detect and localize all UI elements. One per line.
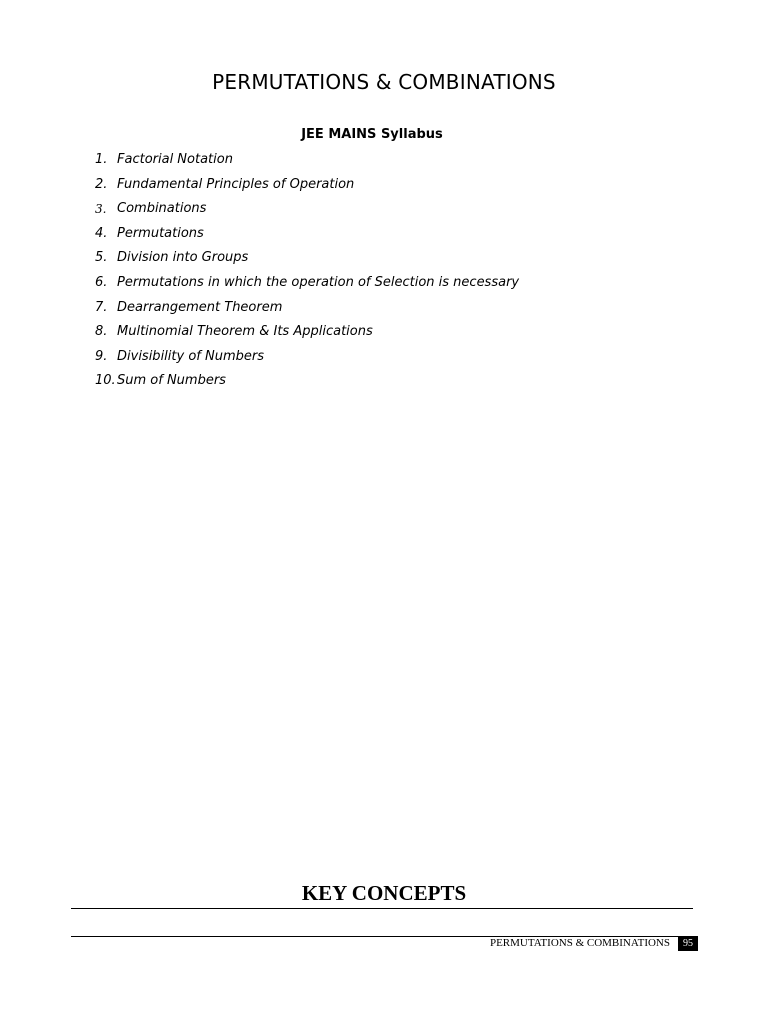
list-item-number: 6. bbox=[95, 274, 108, 290]
list-item bbox=[95, 300, 715, 325]
list-item bbox=[95, 152, 715, 177]
list-item bbox=[95, 226, 715, 251]
syllabus-heading: JEE MAINS Syllabus bbox=[301, 127, 443, 142]
list-item-text: Division into Groups bbox=[117, 250, 249, 266]
list-item-number: 8. bbox=[95, 324, 108, 340]
list-item bbox=[95, 324, 715, 349]
list-item bbox=[95, 275, 715, 300]
list-item-number: 7. bbox=[95, 299, 108, 315]
section-heading: KEY CONCEPTS bbox=[301, 881, 467, 905]
list-item-number: 3. bbox=[95, 202, 107, 217]
list-item-text: Permutations in which the operation of Selection is necessary bbox=[117, 274, 520, 290]
list-item bbox=[95, 250, 715, 275]
list-item-number: 2. bbox=[95, 176, 108, 192]
section-divider bbox=[71, 908, 693, 909]
list-item bbox=[95, 373, 715, 398]
list-item bbox=[95, 177, 715, 202]
list-item-text: Factorial Notation bbox=[117, 152, 233, 167]
list-item-text: Fundamental Principles of Operation bbox=[117, 176, 355, 192]
list-item-text: Permutations bbox=[117, 225, 204, 241]
list-item-number: 9. bbox=[95, 348, 108, 364]
page-title: PERMUTATIONS & COMBINATIONS bbox=[212, 70, 556, 94]
syllabus-list bbox=[95, 152, 715, 398]
list-item-number: 4. bbox=[95, 225, 108, 241]
list-item-number: 5. bbox=[95, 250, 108, 266]
list-item-text: Sum of Numbers bbox=[117, 373, 226, 389]
footer-title: PERMUTATIONS & COMBINATIONS bbox=[489, 937, 670, 949]
list-item-text: Multinomial Theorem & Its Applications bbox=[117, 324, 373, 340]
list-item bbox=[95, 201, 715, 226]
list-item-text: Combinations bbox=[117, 201, 207, 217]
list-item bbox=[95, 349, 715, 374]
page-number: 95 bbox=[678, 936, 698, 951]
list-item-number: 1. bbox=[95, 152, 108, 167]
list-item-text: Divisibility of Numbers bbox=[117, 348, 264, 364]
list-item-number: 10. bbox=[95, 373, 116, 389]
list-item-text: Dearrangement Theorem bbox=[117, 299, 283, 315]
